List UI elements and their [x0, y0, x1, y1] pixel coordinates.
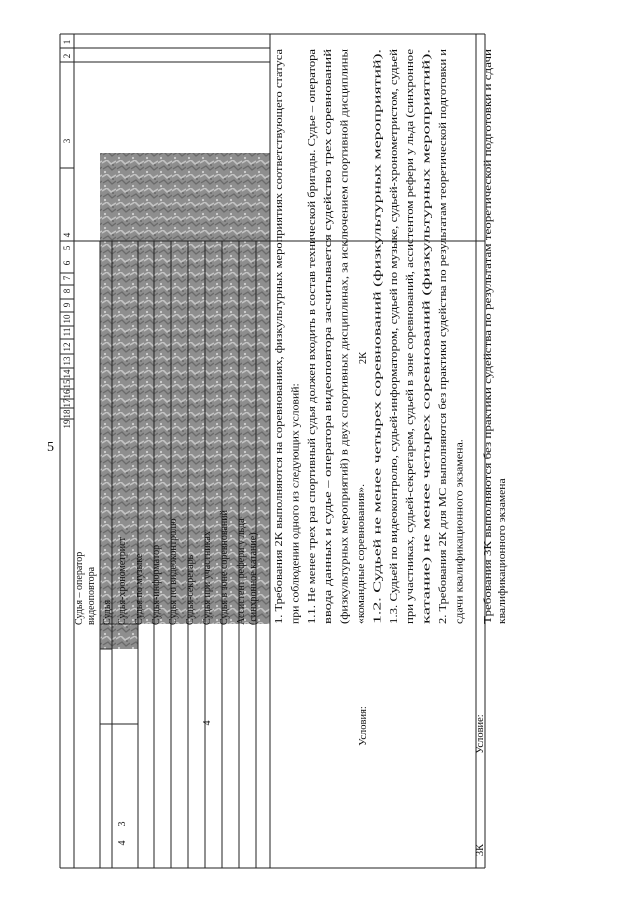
value-cols-16-17: 3 [117, 821, 128, 827]
judge-role: (синхронное катание) [248, 532, 259, 625]
requirement-line: «командные соревнования». [356, 501, 367, 624]
column-number: 13 [62, 356, 72, 366]
judge-role: Судья-информатор [151, 544, 162, 625]
requirement-line: при участниках, судьей-секретарем, судьей в зоне соревнований, ассистентом рефери у льда (синхронное [405, 165, 417, 624]
column-number: 19 [62, 419, 72, 429]
hatched-area-right [100, 624, 138, 649]
requirement-line: сдачи квалификационного экзамена. [454, 466, 466, 624]
row-2k-condition-label: Условия: [358, 706, 369, 746]
requirement-line: квалификационного экзамена [497, 495, 508, 624]
value-cols-18-19: 4 [117, 840, 128, 846]
column-number: 10 [62, 314, 72, 324]
row-3k-code: 3К [475, 843, 486, 857]
judge-role: Ассистент рефери у льда [236, 518, 247, 625]
judge-role: Судья-хронометрист [117, 537, 128, 625]
judge-role: Судья в зоне соревнований [219, 510, 230, 625]
column-number: 14 [62, 369, 72, 379]
column-number: 16 [62, 389, 72, 399]
column-number: 5 [62, 245, 72, 251]
column-number: 17 [62, 398, 72, 408]
value-cols-14-19: 4 [202, 720, 213, 726]
judge-role: Судья – оператор [74, 551, 85, 625]
requirement-line: 1.2. Судьей не менее четырех соревнований (физкультурных мероприятий). [372, 295, 384, 624]
requirements-table [60, 34, 508, 868]
requirement-line: ввода данных и судье – оператора видеоповтора засчитывается судейство трех соревнований [323, 221, 335, 624]
page-number: 5 [47, 440, 54, 455]
requirement-line: 2. Требования 2К для МС выполняются без практики судейства по результатам теоретической подготовки и [438, 155, 449, 624]
requirement-line: (физкультурных мероприятий) в двух спортивных дисциплинах, за исключением спортивной дисциплины [339, 161, 351, 624]
column-number: 3 [62, 138, 72, 144]
column-number: 4 [62, 232, 72, 238]
column-number: 8 [62, 288, 72, 294]
row-2k-requirements [274, 48, 465, 624]
judge-role: Судья по видеоконтролю [168, 518, 179, 625]
judge-role: Судья [102, 599, 113, 625]
column-number: 12 [62, 342, 72, 352]
requirement-line: катание) не менее четырех соревнований (физкультурных мероприятий). [421, 307, 433, 624]
row-3k-condition-label: Условие: [475, 714, 486, 754]
column-number: 15 [62, 379, 72, 389]
column-numbers [62, 40, 72, 429]
row-3k-requirements [483, 48, 508, 624]
judge-role: видеоповтора [86, 566, 97, 625]
requirement-line: 1.1. Не менее трех раз спортивный судья должен входить в состав технической бригады. Судье – оператора [306, 158, 318, 624]
requirement-line: Требования 3К выполняются без практики судейства по результатам теоретической подготовки и сдачи [483, 174, 494, 624]
row-2k-code: 2К [358, 351, 369, 365]
judge-role: Судья-секретарь [185, 554, 196, 625]
judge-role: Судья по музыке [134, 553, 145, 625]
column-number: 2 [62, 53, 72, 59]
requirement-line: при соблюдении одного из следующих условий: [290, 414, 302, 624]
judge-role: Судья при участниках [202, 531, 213, 625]
requirement-line: 1. Требования 2К выполняются на соревнованиях, физкультурных мероприятиях соответствующего статуса [274, 154, 285, 624]
column-number: 7 [62, 275, 72, 281]
column-number: 9 [62, 302, 72, 308]
requirement-line: 1.3. Судьей по видеоконтролю, судьей-информатором, судьей по музыке, судьей-хронометристом, судьей [388, 167, 400, 624]
column-number: 6 [62, 260, 72, 266]
column-number: 18 [62, 409, 72, 419]
column-number: 11 [62, 327, 72, 337]
column-number: 1 [62, 39, 72, 45]
